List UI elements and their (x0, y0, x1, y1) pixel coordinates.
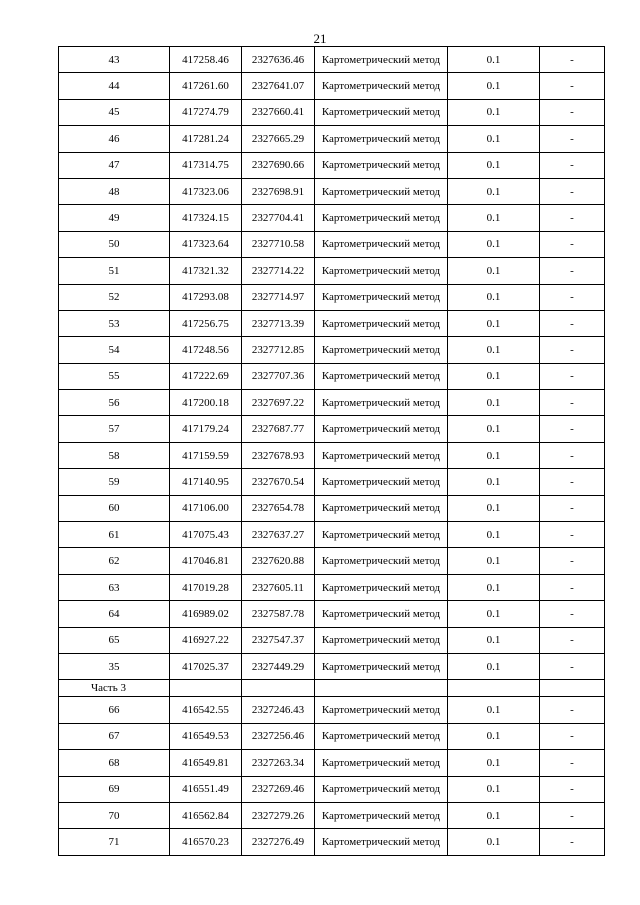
table-row (59, 697, 605, 723)
dash-cell: - (540, 363, 605, 389)
x-coordinate-cell: 417075.43 (170, 522, 242, 548)
accuracy-cell: 0.1 (448, 495, 540, 521)
accuracy-cell: 0.1 (448, 205, 540, 231)
y-coordinate-cell: 2327710.58 (242, 231, 315, 257)
y-coordinate-cell: 2327670.54 (242, 469, 315, 495)
x-coordinate-cell: 416549.81 (170, 750, 242, 776)
x-coordinate-cell: 416562.84 (170, 802, 242, 828)
y-coordinate-cell: 2327256.46 (242, 723, 315, 749)
coordinates-table-body (59, 47, 605, 856)
x-coordinate-cell: 417321.32 (170, 258, 242, 284)
x-coordinate-cell: 417314.75 (170, 152, 242, 178)
method-cell: Картометрический метод (315, 363, 448, 389)
dash-cell: - (540, 442, 605, 468)
method-cell: Картометрический метод (315, 442, 448, 468)
dash-cell: - (540, 495, 605, 521)
point-number-cell: 46 (59, 126, 170, 152)
x-coordinate-cell: 417106.00 (170, 495, 242, 521)
point-number-cell: 56 (59, 390, 170, 416)
x-coordinate-cell: 416551.49 (170, 776, 242, 802)
point-number-cell: 60 (59, 495, 170, 521)
page-number: 21 (313, 31, 327, 46)
dash-cell: - (540, 152, 605, 178)
method-cell: Картометрический метод (315, 776, 448, 802)
y-coordinate-cell: 2327704.41 (242, 205, 315, 231)
empty-cell (448, 680, 540, 697)
method-cell: Картометрический метод (315, 601, 448, 627)
y-coordinate-cell: 2327263.34 (242, 750, 315, 776)
x-coordinate-cell: 417256.75 (170, 310, 242, 336)
x-coordinate-cell: 417248.56 (170, 337, 242, 363)
dash-cell: - (540, 697, 605, 723)
point-number-cell: 51 (59, 258, 170, 284)
dash-cell: - (540, 99, 605, 125)
table-row (59, 231, 605, 257)
accuracy-cell: 0.1 (448, 776, 540, 802)
x-coordinate-cell: 417324.15 (170, 205, 242, 231)
y-coordinate-cell: 2327547.37 (242, 627, 315, 653)
dash-cell: - (540, 258, 605, 284)
point-number-cell: 62 (59, 548, 170, 574)
method-cell: Картометрический метод (315, 284, 448, 310)
point-number-cell: 63 (59, 574, 170, 600)
method-cell: Картометрический метод (315, 152, 448, 178)
method-cell: Картометрический метод (315, 697, 448, 723)
table-row (59, 442, 605, 468)
dash-cell: - (540, 73, 605, 99)
y-coordinate-cell: 2327620.88 (242, 548, 315, 574)
x-coordinate-cell: 417179.24 (170, 416, 242, 442)
y-coordinate-cell: 2327269.46 (242, 776, 315, 802)
y-coordinate-cell: 2327246.43 (242, 697, 315, 723)
empty-cell (315, 680, 448, 697)
x-coordinate-cell: 417281.24 (170, 126, 242, 152)
table-row (59, 73, 605, 99)
point-number-cell: 55 (59, 363, 170, 389)
method-cell: Картометрический метод (315, 548, 448, 574)
empty-cell (540, 680, 605, 697)
dash-cell: - (540, 750, 605, 776)
method-cell: Картометрический метод (315, 205, 448, 231)
dash-cell: - (540, 723, 605, 749)
y-coordinate-cell: 2327449.29 (242, 653, 315, 679)
table-row (59, 723, 605, 749)
point-number-cell: 66 (59, 697, 170, 723)
x-coordinate-cell: 417046.81 (170, 548, 242, 574)
accuracy-cell: 0.1 (448, 310, 540, 336)
y-coordinate-cell: 2327714.97 (242, 284, 315, 310)
x-coordinate-cell: 417258.46 (170, 47, 242, 73)
x-coordinate-cell: 417261.60 (170, 73, 242, 99)
y-coordinate-cell: 2327713.39 (242, 310, 315, 336)
table-row (59, 126, 605, 152)
accuracy-cell: 0.1 (448, 442, 540, 468)
table-row (59, 548, 605, 574)
dash-cell: - (540, 47, 605, 73)
point-number-cell: 43 (59, 47, 170, 73)
section-row (59, 680, 605, 697)
accuracy-cell: 0.1 (448, 231, 540, 257)
method-cell: Картометрический метод (315, 469, 448, 495)
point-number-cell: 47 (59, 152, 170, 178)
y-coordinate-cell: 2327665.29 (242, 126, 315, 152)
method-cell: Картометрический метод (315, 802, 448, 828)
table-row (59, 284, 605, 310)
dash-cell: - (540, 601, 605, 627)
method-cell: Картометрический метод (315, 653, 448, 679)
x-coordinate-cell: 417025.37 (170, 653, 242, 679)
table-row (59, 750, 605, 776)
dash-cell: - (540, 548, 605, 574)
method-cell: Картометрический метод (315, 416, 448, 442)
accuracy-cell: 0.1 (448, 126, 540, 152)
method-cell: Картометрический метод (315, 522, 448, 548)
point-number-cell: 49 (59, 205, 170, 231)
table-row (59, 178, 605, 204)
accuracy-cell: 0.1 (448, 469, 540, 495)
point-number-cell: 71 (59, 829, 170, 855)
point-number-cell: 69 (59, 776, 170, 802)
method-cell: Картометрический метод (315, 47, 448, 73)
method-cell: Картометрический метод (315, 337, 448, 363)
accuracy-cell: 0.1 (448, 601, 540, 627)
method-cell: Картометрический метод (315, 126, 448, 152)
point-number-cell: 68 (59, 750, 170, 776)
point-number-cell: 70 (59, 802, 170, 828)
x-coordinate-cell: 417293.08 (170, 284, 242, 310)
dash-cell: - (540, 390, 605, 416)
point-number-cell: 67 (59, 723, 170, 749)
method-cell: Картометрический метод (315, 750, 448, 776)
dash-cell: - (540, 178, 605, 204)
point-number-cell: 53 (59, 310, 170, 336)
accuracy-cell: 0.1 (448, 337, 540, 363)
y-coordinate-cell: 2327687.77 (242, 416, 315, 442)
y-coordinate-cell: 2327587.78 (242, 601, 315, 627)
table-row (59, 363, 605, 389)
y-coordinate-cell: 2327636.46 (242, 47, 315, 73)
point-number-cell: 58 (59, 442, 170, 468)
point-number-cell: 50 (59, 231, 170, 257)
y-coordinate-cell: 2327712.85 (242, 337, 315, 363)
accuracy-cell: 0.1 (448, 750, 540, 776)
empty-cell (242, 680, 315, 697)
x-coordinate-cell: 417019.28 (170, 574, 242, 600)
x-coordinate-cell: 416570.23 (170, 829, 242, 855)
y-coordinate-cell: 2327660.41 (242, 99, 315, 125)
point-number-cell: 54 (59, 337, 170, 363)
point-number-cell: 48 (59, 178, 170, 204)
y-coordinate-cell: 2327605.11 (242, 574, 315, 600)
method-cell: Картометрический метод (315, 258, 448, 284)
table-row (59, 416, 605, 442)
accuracy-cell: 0.1 (448, 99, 540, 125)
method-cell: Картометрический метод (315, 178, 448, 204)
x-coordinate-cell: 417274.79 (170, 99, 242, 125)
accuracy-cell: 0.1 (448, 627, 540, 653)
dash-cell: - (540, 337, 605, 363)
dash-cell: - (540, 126, 605, 152)
accuracy-cell: 0.1 (448, 178, 540, 204)
method-cell: Картометрический метод (315, 310, 448, 336)
accuracy-cell: 0.1 (448, 390, 540, 416)
y-coordinate-cell: 2327654.78 (242, 495, 315, 521)
table-row (59, 601, 605, 627)
y-coordinate-cell: 2327707.36 (242, 363, 315, 389)
table-row (59, 574, 605, 600)
dash-cell: - (540, 469, 605, 495)
method-cell: Картометрический метод (315, 723, 448, 749)
table-row (59, 152, 605, 178)
accuracy-cell: 0.1 (448, 258, 540, 284)
accuracy-cell: 0.1 (448, 73, 540, 99)
method-cell: Картометрический метод (315, 73, 448, 99)
dash-cell: - (540, 231, 605, 257)
x-coordinate-cell: 417200.18 (170, 390, 242, 416)
empty-cell (170, 680, 242, 697)
table-row (59, 776, 605, 802)
accuracy-cell: 0.1 (448, 284, 540, 310)
x-coordinate-cell: 416542.55 (170, 697, 242, 723)
accuracy-cell: 0.1 (448, 574, 540, 600)
x-coordinate-cell: 416549.53 (170, 723, 242, 749)
y-coordinate-cell: 2327637.27 (242, 522, 315, 548)
x-coordinate-cell: 417323.64 (170, 231, 242, 257)
y-coordinate-cell: 2327697.22 (242, 390, 315, 416)
x-coordinate-cell: 417323.06 (170, 178, 242, 204)
point-number-cell: 45 (59, 99, 170, 125)
dash-cell: - (540, 522, 605, 548)
point-number-cell: 35 (59, 653, 170, 679)
dash-cell: - (540, 653, 605, 679)
table-row (59, 310, 605, 336)
method-cell: Картометрический метод (315, 574, 448, 600)
dash-cell: - (540, 416, 605, 442)
accuracy-cell: 0.1 (448, 697, 540, 723)
y-coordinate-cell: 2327279.26 (242, 802, 315, 828)
dash-cell: - (540, 284, 605, 310)
coordinates-table (58, 46, 605, 856)
method-cell: Картометрический метод (315, 495, 448, 521)
point-number-cell: 64 (59, 601, 170, 627)
method-cell: Картометрический метод (315, 390, 448, 416)
method-cell: Картометрический метод (315, 99, 448, 125)
accuracy-cell: 0.1 (448, 723, 540, 749)
table-row (59, 390, 605, 416)
accuracy-cell: 0.1 (448, 802, 540, 828)
method-cell: Картометрический метод (315, 829, 448, 855)
point-number-cell: 52 (59, 284, 170, 310)
x-coordinate-cell: 416989.02 (170, 601, 242, 627)
y-coordinate-cell: 2327690.66 (242, 152, 315, 178)
table-row (59, 802, 605, 828)
accuracy-cell: 0.1 (448, 653, 540, 679)
table-row (59, 99, 605, 125)
accuracy-cell: 0.1 (448, 416, 540, 442)
point-number-cell: 61 (59, 522, 170, 548)
y-coordinate-cell: 2327641.07 (242, 73, 315, 99)
accuracy-cell: 0.1 (448, 363, 540, 389)
dash-cell: - (540, 310, 605, 336)
point-number-cell: 44 (59, 73, 170, 99)
y-coordinate-cell: 2327276.49 (242, 829, 315, 855)
method-cell: Картометрический метод (315, 627, 448, 653)
table-row (59, 469, 605, 495)
dash-cell: - (540, 574, 605, 600)
dash-cell: - (540, 802, 605, 828)
method-cell: Картометрический метод (315, 231, 448, 257)
accuracy-cell: 0.1 (448, 829, 540, 855)
table-row (59, 47, 605, 73)
y-coordinate-cell: 2327714.22 (242, 258, 315, 284)
y-coordinate-cell: 2327678.93 (242, 442, 315, 468)
table-row (59, 205, 605, 231)
table-row (59, 337, 605, 363)
accuracy-cell: 0.1 (448, 152, 540, 178)
table-row (59, 829, 605, 855)
point-number-cell: 57 (59, 416, 170, 442)
accuracy-cell: 0.1 (448, 548, 540, 574)
accuracy-cell: 0.1 (448, 522, 540, 548)
y-coordinate-cell: 2327698.91 (242, 178, 315, 204)
table-row (59, 653, 605, 679)
x-coordinate-cell: 417140.95 (170, 469, 242, 495)
dash-cell: - (540, 205, 605, 231)
table-row (59, 258, 605, 284)
x-coordinate-cell: 416927.22 (170, 627, 242, 653)
dash-cell: - (540, 776, 605, 802)
dash-cell: - (540, 829, 605, 855)
point-number-cell: 59 (59, 469, 170, 495)
point-number-cell: 65 (59, 627, 170, 653)
table-row (59, 627, 605, 653)
table-row (59, 495, 605, 521)
x-coordinate-cell: 417222.69 (170, 363, 242, 389)
section-label: Часть 3 (59, 680, 170, 697)
table-row (59, 522, 605, 548)
accuracy-cell: 0.1 (448, 47, 540, 73)
dash-cell: - (540, 627, 605, 653)
x-coordinate-cell: 417159.59 (170, 442, 242, 468)
